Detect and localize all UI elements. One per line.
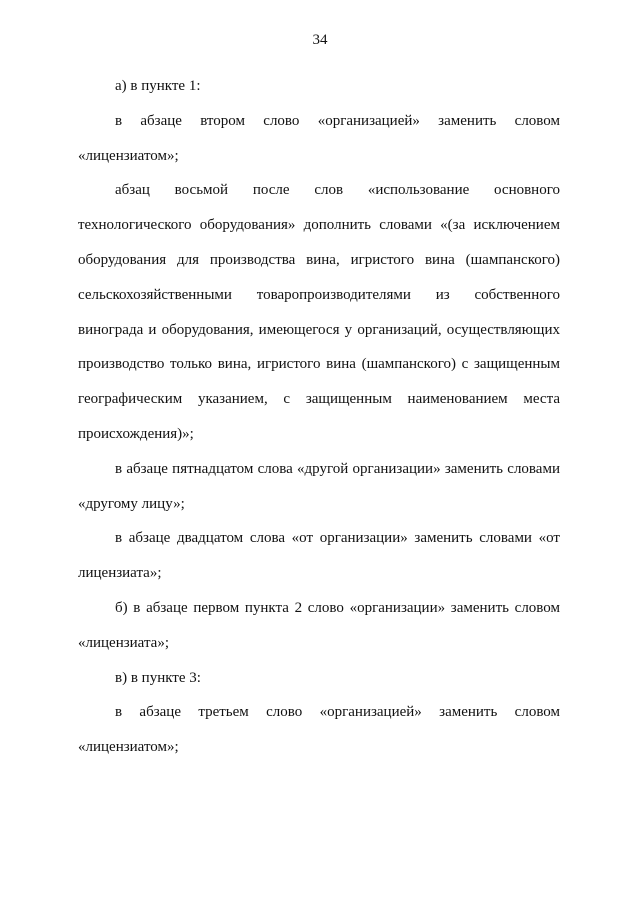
paragraph-abzac-third: в абзаце третьем слово «организацией» заменить словом «лицензиатом»;: [78, 704, 560, 756]
paragraph-a-point-1: а) в пункте 1:: [115, 78, 201, 94]
paragraph-abzac-fifteenth: в абзаце пятнадцатом слова «другой организации» заменить словами «другому лицу»;: [78, 460, 560, 512]
paragraph-b-point-2: б) в абзаце первом пункта 2 слово «организации» заменить словом «лицензиата»;: [78, 599, 560, 651]
paragraph-abzac-second: в абзаце втором слово «организацией» заменить словом «лицензиатом»;: [78, 112, 560, 164]
paragraph-abzac-eighth: абзац восьмой после слов «использование основного технологического оборудования» дополнить словами «(за исключением оборудования для производства вина, игристого вина (шампанского) сельскохозяйственными товаропроизводителями из собственного винограда и оборудования, имеющегося у организаций, осуществляющих производство только вина, игристого вина (шампанского) с защищенным географическим указанием, с защищенным наименованием места происхождения)»;: [78, 182, 560, 442]
paragraph-v-point-3: в) в пункте 3:: [115, 669, 201, 686]
document-body: [78, 69, 560, 765]
paragraph-abzac-twentieth: в абзаце двадцатом слова «от организации» заменить словами «от лицензиата»;: [78, 530, 560, 582]
page-number: 34: [312, 32, 328, 48]
